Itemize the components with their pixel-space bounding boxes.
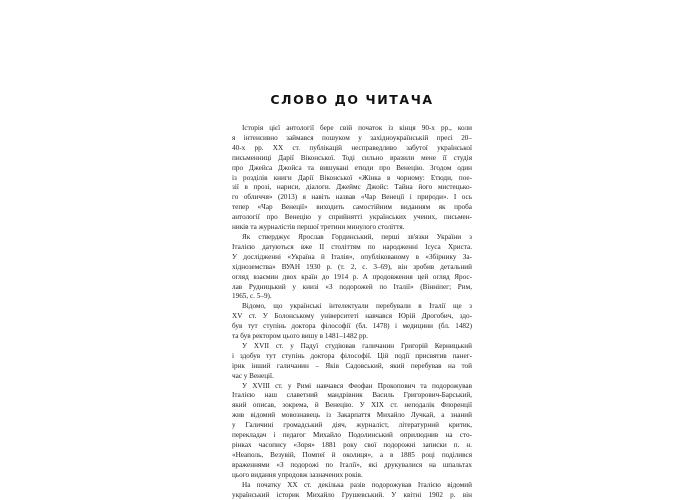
text-line: XV ст. У Болонському університеті навчався Юрій Дрогобич, здо- — [232, 312, 472, 321]
paragraph — [232, 481, 472, 500]
paragraph — [232, 302, 472, 342]
text-line: цього видання упродовж зазначених років. — [232, 470, 363, 479]
text-line: На початку XX ст. декілька разів подорожував Італією відомий — [242, 480, 472, 489]
text-line: У дослідженні «Україна й Італія», опублікованому в «Збірнику За- — [232, 252, 472, 261]
text-line: який описав, зокрема, й Венецію. У XIX ст. неподалік Флоренції — [232, 401, 472, 410]
text-line: Історія цієї антології бере свій початок із кінця 90-х рр., коли — [242, 124, 472, 132]
paragraph — [232, 382, 472, 481]
paragraph — [232, 233, 472, 302]
body-text — [232, 124, 472, 500]
text-line: тепер «Чар Венеції» виходить самостійним виданням як проба — [232, 203, 472, 212]
text-line: Італією датуються вже II століттям по народженні Ісуса Христа. — [232, 242, 472, 251]
text-line: і здобув тут ступінь доктора філософії. Цій події присвятив панег- — [232, 351, 472, 360]
text-line: У XVIII ст. у Римі навчався Феофан Прокопович та подорожував — [242, 381, 472, 390]
text-line: ірик інший галичанин – Яків Садовський, який перебував на той — [232, 361, 472, 370]
paragraph — [232, 342, 472, 382]
text-line: хідноземства» ВУАН 1930 р. (т. 2, с. 3–69), він зробив детальний — [232, 262, 472, 271]
text-line: у Галичині громадський діяч, журналіст, літературний критик, — [232, 421, 472, 430]
text-line: Відомо, що українські інтелектуали перебували в Італії ще з — [242, 302, 472, 311]
text-line: жив відомий мовознавець із Закарпаття Михайло Лучкай, а знаний — [232, 411, 472, 420]
text-line: та був ректором цього вишу в 1481–1482 рр. — [232, 332, 368, 341]
text-line: У XVII ст. у Падуї студіював галичанин Григорій Керницький — [242, 341, 472, 350]
text-line: враженнями «З подорожі по Італії», які друкувалися на шпальтах — [232, 460, 472, 469]
text-line: час у Венеції. — [232, 371, 274, 380]
text-line: зії в прозі, нариси, діалоги. Джеймс Джойс: Тайна його мистецько- — [232, 183, 472, 192]
text-line: 40-х рр. XX ст. публікацій несправедливо забутої української — [232, 143, 472, 152]
text-line: про Джейса Джойса та вишукані етюди про Венецію. Згодом один — [232, 163, 472, 172]
page-title: СЛОВО ДО ЧИТАЧА — [270, 92, 434, 107]
text-line: український історик Михайло Грушевський. У квітні 1902 р. він — [232, 490, 472, 499]
text-line: я інтенсивно займався пошуком у західноукраїнській пресі 20– — [232, 133, 472, 142]
text-line: письменниці Дарії Віконської. Тоді сильно вразили мене її студія — [232, 153, 472, 162]
text-line: ників та журналістів першої третини минулого століття. — [232, 223, 405, 232]
text-line: Італією наш славетний мандрівник Василь Григорович-Барський, — [232, 391, 472, 400]
text-line: огляд взаємин двох країн до 1914 р. А продовження цей огляд Ярос- — [232, 272, 472, 281]
text-line: 1965, с. 5–9). — [232, 292, 272, 301]
text-line: із розділів книги Дарії Віконської «Жінка в чорному: Етюди, пое- — [232, 173, 472, 182]
text-line: «Неаполь, Везувій, Помпеї й околиця», а в 1885 році поділився — [232, 450, 472, 459]
text-line: лав Рудницький у книзі «З подорожей по Італії» (Вінніпег; Рим, — [232, 282, 472, 291]
text-line: був тут ступінь доктора філософії (бл. 1478) і медицини (бл. 1482) — [232, 322, 472, 331]
text-line: перекладач і педагог Михайло Подолинський оприлюднив на сто- — [232, 431, 472, 440]
text-line: го обличчя» (2013) я навіть назвав «Чар Венеції і природи». І ось — [232, 193, 472, 202]
paragraph — [232, 124, 472, 233]
text-line: Як стверджує Ярослав Гординський, перші зв'язки України з — [242, 232, 472, 241]
text-line: рінках часопису «Зоря» 1881 року свої подорожні записки п. н. — [232, 441, 472, 449]
text-line: антології про Венецію у сприйнятті українських учених, письмен- — [232, 213, 472, 222]
